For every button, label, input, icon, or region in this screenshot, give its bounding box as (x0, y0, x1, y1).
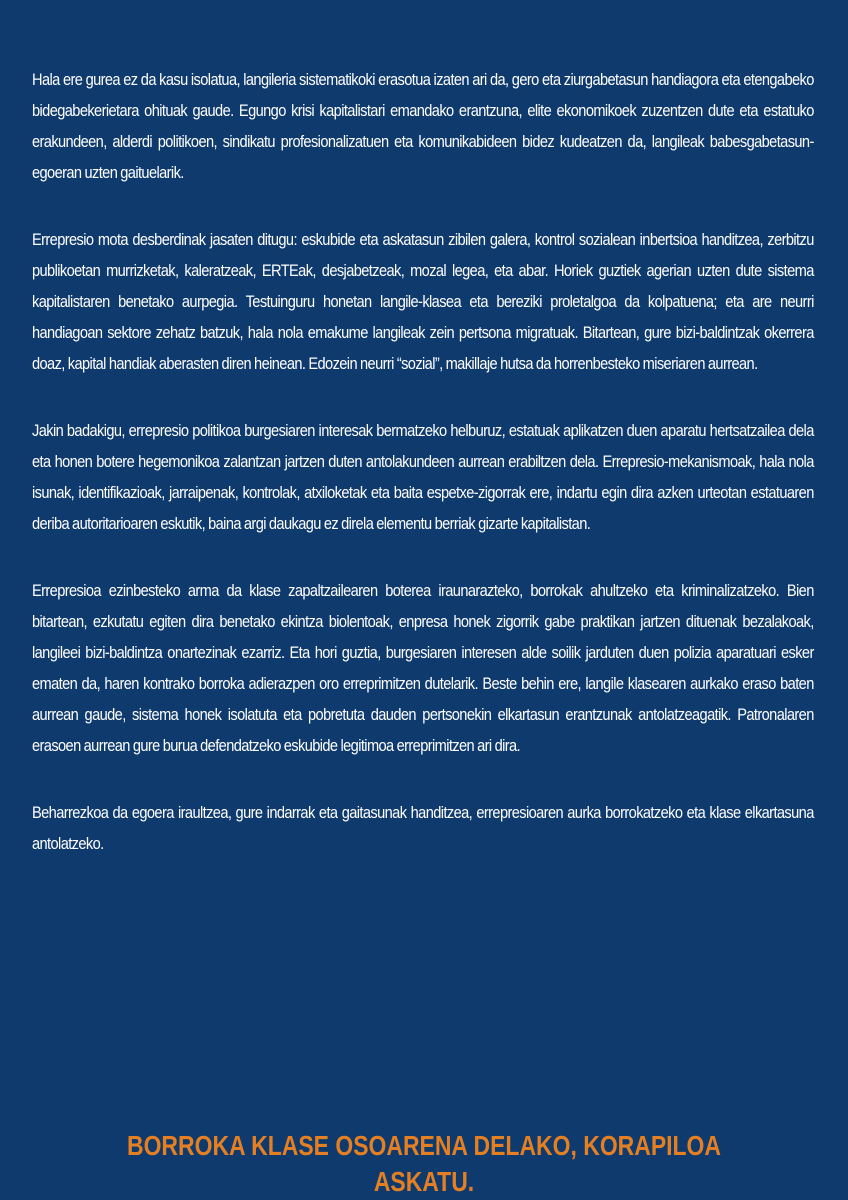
paragraph-3: Jakin badakigu, errepresio politikoa burgesiaren interesak bermatzeko helburuz, estatuak aplikatzen duen aparatu hertsatzailea dela eta honen botere hegemonikoa zalantzan jartzen duten antolakundeen aurrean erabiltzen dela. Errepresio-mekanismoak, hala nola isunak, identifikazioak, jarraipenak, kontrolak, atxiloketak eta baita espetxe-zigorrak ere, indartu egin dira azken urteotan estatuaren deriba autoritarioaren eskutik, baina argi daukagu ez direla elementu berriak gizarte kapitalistan. (32, 421, 814, 533)
document-body (32, 64, 814, 859)
paragraph-gap (32, 188, 814, 224)
paragraph-gap (32, 761, 814, 797)
paragraph-5: Beharrezkoa da egoera iraultzea, gure indarrak eta gaitasunak handitzea, errepresioaren aurka borrokatzeko eta klase elkartasuna antolatzeko. (32, 803, 814, 853)
paragraph-gap (32, 379, 814, 415)
paragraph-1: Hala ere gurea ez da kasu isolatua, langileria sistematikoki erasotua izaten ari da, gero eta ziurgabetasun handiagora eta etengabeko bidegabekerietara ohituak gaude. Egungo krisi kapitalistari emandako erantzuna, elite ekonomikoek zuzentzen dute eta estatuko erakundeen, alderdi politikoen, sindikatu profesionalizatuen eta komunikabideen bidez kudeatzen da, langileak babesgabetasun-egoeran uzten gaituelarik. (32, 70, 814, 182)
closing-slogan (0, 1128, 848, 1200)
slogan-text: BORROKA KLASE OSOARENA DELAKO, KORAPILOA ASKATU. (126, 1130, 721, 1197)
paragraph-2: Errepresio mota desberdinak jasaten ditugu: eskubide eta askatasun zibilen galera, kontrol sozialean inbertsioa handitzea, zerbitzu publikoetan murrizketak, kaleratzeak, ERTEak, desjabetzeak, mozal legea, eta abar. Horiek guztiek agerian uzten dute sistema kapitalistaren benetako aurpegia. Testuinguru honetan langile-klasea eta bereziki proletalgoa da kolpatuena; eta are neurri handiagoan sektore zehatz batzuk, hala nola emakume langileak zein pertsona migratuak. Bitartean, gure bizi-baldintzak okerrera doaz, kapital handiak aberasten diren heinean. Edozein neurri “sozial”, makillaje hutsa da horrenbesteko miseriaren aurrean. (32, 230, 814, 373)
paragraph-gap (32, 539, 814, 575)
paragraph-4: Errepresioa ezinbesteko arma da klase zapaltzailearen boterea iraunarazteko, borrokak ahultzeko eta kriminalizatzeko. Bien bitartean, ezkutatu egiten dira benetako ekintza biolentoak, enpresa honek zigorrik gabe praktikan jartzen dituenak bezalakoak, langileei bizi-baldintza onartezinak ezarriz. Eta hori guztia, burgesiaren interesen alde soilik jarduten duen polizia aparatuari esker ematen da, haren kontrako borroka adierazpen oro erreprimitzen dutelarik. Beste behin ere, langile klasearen aurkako eraso baten aurrean gaude, sistema honek isolatuta eta pobretuta dauden pertsonekin elkartasun erantzunak antolatzeagatik. Patronalaren erasoen aurrean gure burua defendatzeko eskubide legitimoa erreprimitzen ari dira. (32, 581, 814, 755)
